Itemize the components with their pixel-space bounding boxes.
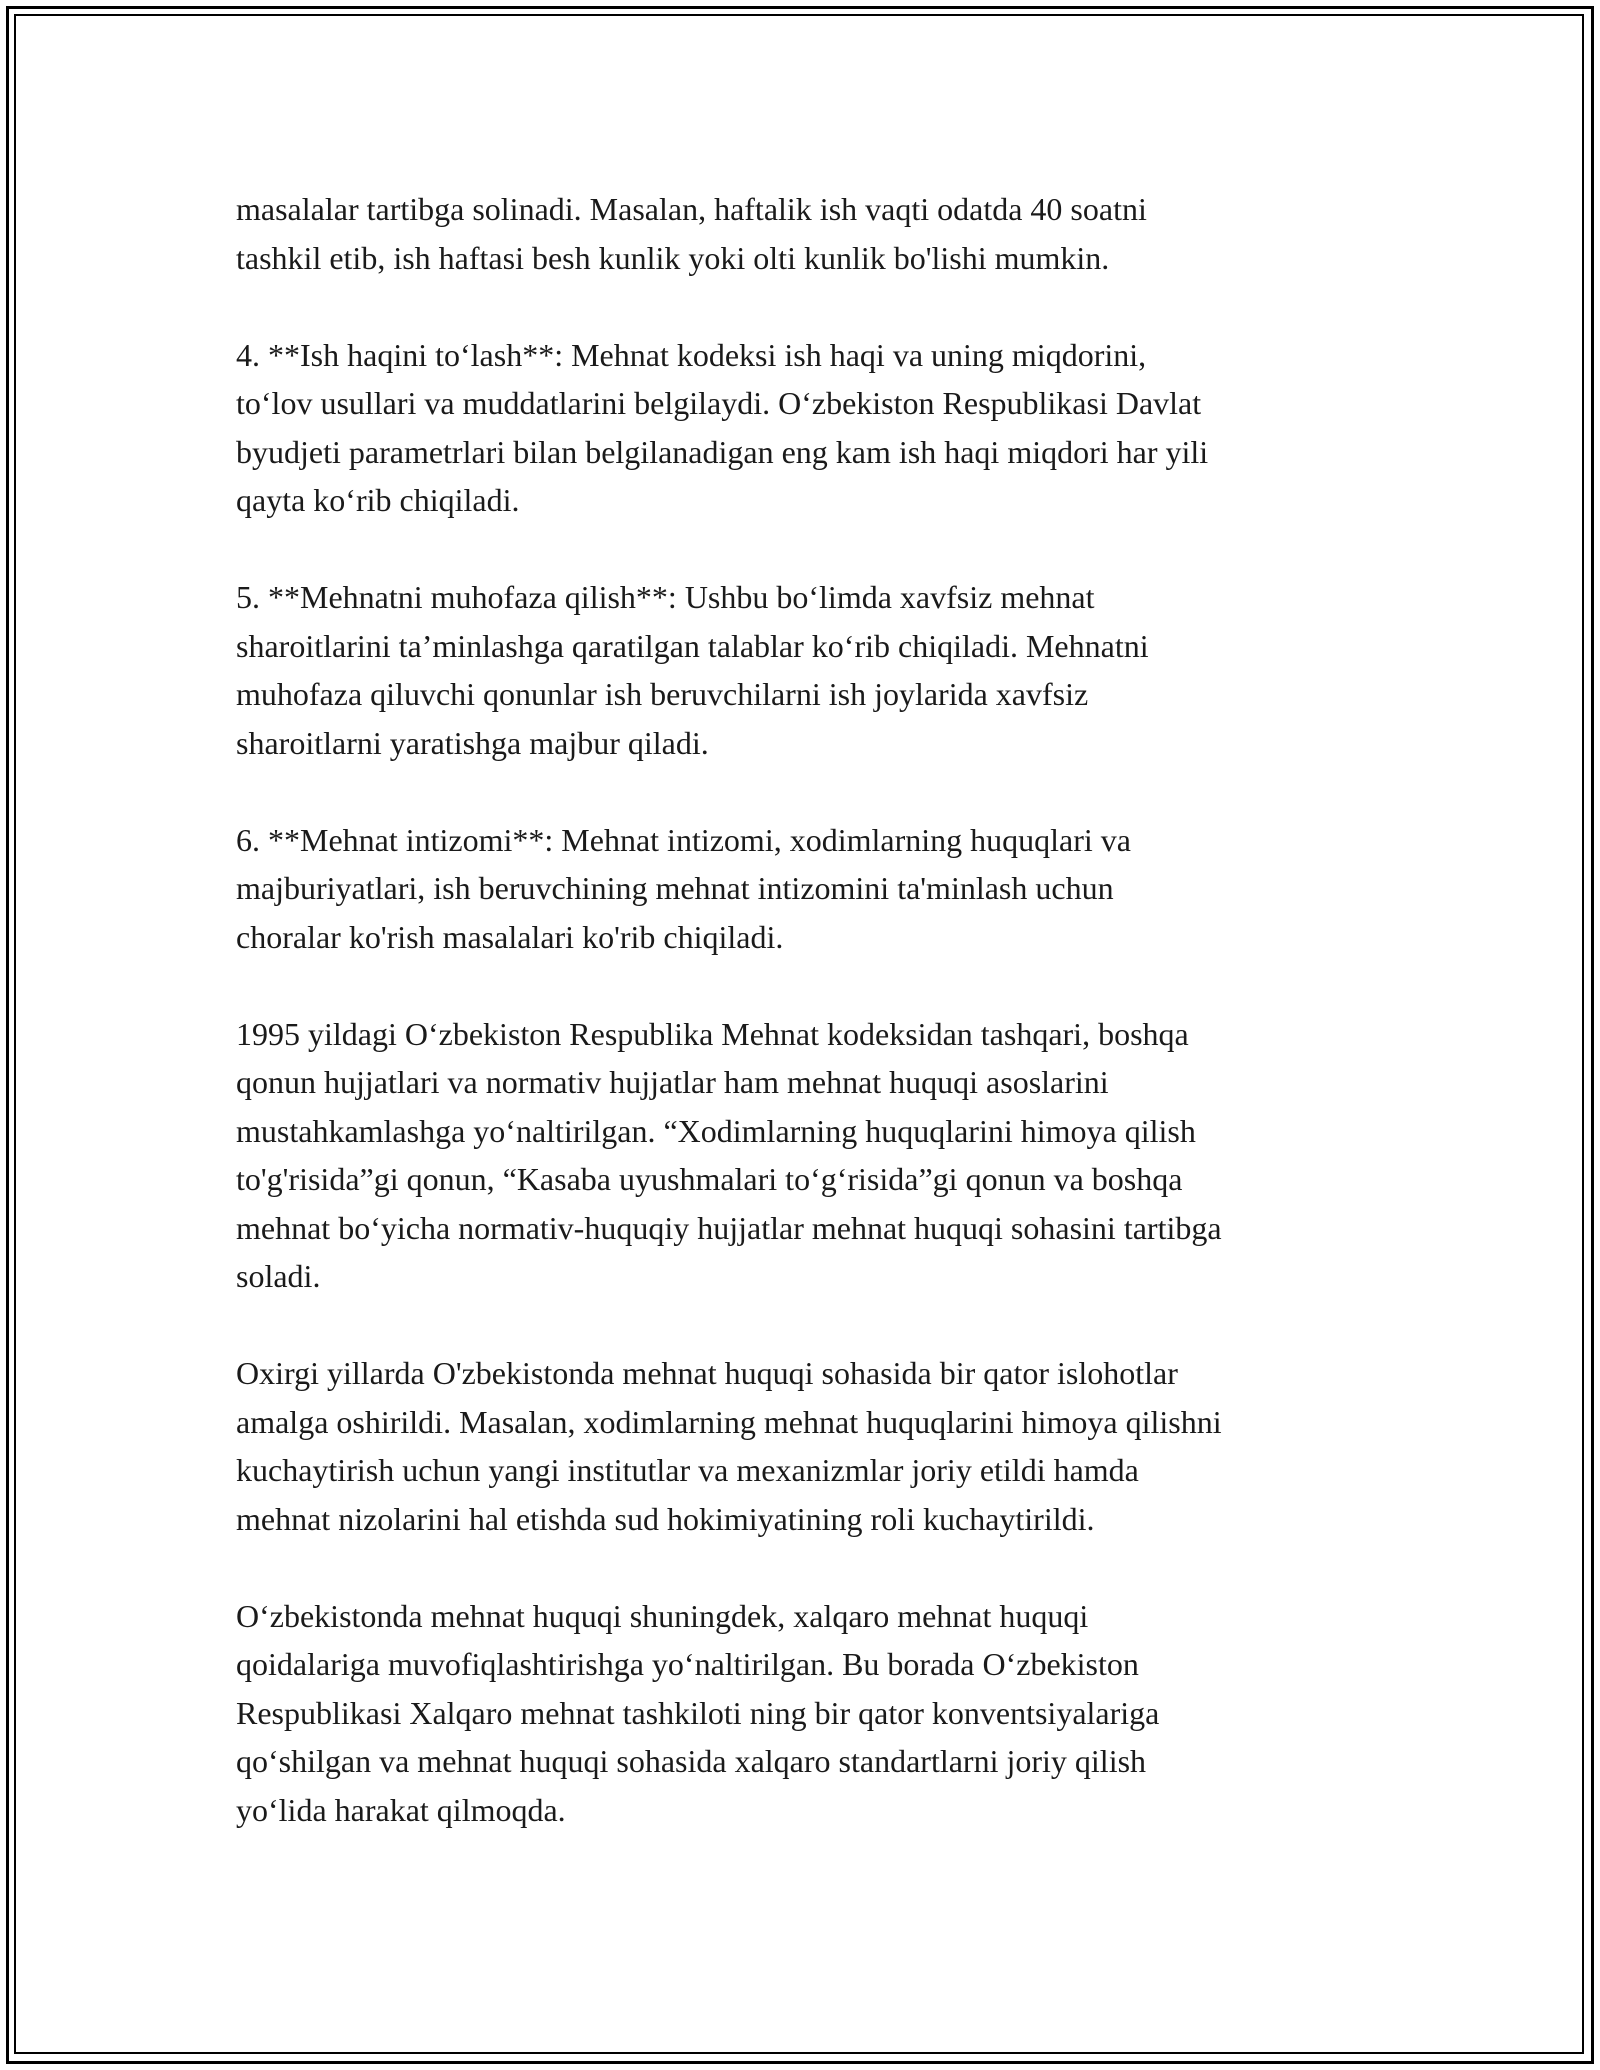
text-line: byudjeti parametrlari bilan belgilanadigan eng kam ish haqi miqdori har yili [236,433,1209,470]
text-line: masalalar tartibga solinadi. Masalan, haftalik ish vaqti odatda 40 soatni [236,191,1147,227]
text-line: Respublikasi Xalqaro mehnat tashkiloti ning bir qator konventsiyalariga [236,1694,1160,1731]
text-line: mehnat nizolarini hal etishda sud hokimiyatining roli kuchaytirildi. [236,1500,1095,1537]
text-line: sharoitlarini ta’minlashga qaratilgan talablar ko‘rib chiqiladi. Mehnatni [236,627,1149,664]
text-line: O‘zbekistonda mehnat huquqi shuningdek, xalqaro mehnat huquqi [236,1597,1089,1634]
text-line: 1995 yildagi O‘zbekiston Respublika Mehnat kodeksidan tashqari, boshqa [236,1015,1189,1052]
paragraph-work-time-continued [236,185,1376,282]
paragraph-recent-reforms [236,1349,1376,1543]
text-line: muhofaza qiluvchi qonunlar ish beruvchilarni ish joylarida xavfsiz [236,676,1089,712]
text-line: qonun hujjatlari va normativ hujjatlar ham mehnat huquqi asoslarini [236,1064,1109,1100]
text-line: mehnat bo‘yicha normativ-huquqiy hujjatlar mehnat huquqi sohasini tartibga [236,1209,1222,1246]
text-line: tashkil etib, ish haftasi besh kunlik yoki olti kunlik bo'lishi mumkin. [236,239,1110,276]
paragraph-labor-discipline [236,816,1376,962]
text-line: qo‘shilgan va mehnat huquqi sohasida xalqaro standartlarni joriy qilish [236,1743,1147,1779]
text-line: soladi. [236,1258,321,1294]
document-body [236,185,1376,1883]
text-line: sharoitlarni yaratishga majbur qiladi. [236,724,709,761]
text-line: mustahkamlashga yo‘naltirilgan. “Xodimlarning huquqlarini himoya qilish [236,1112,1196,1149]
text-line: 6. **Mehnat intizomi**: Mehnat intizomi, xodimlarning huquqlari va [236,821,1131,858]
text-line: to'g'risida”gi qonun, “Kasaba uyushmalari to‘g‘risida”gi qonun va boshqa [236,1161,1183,1197]
text-line: choralar ko'rish masalalari ko'rib chiqiladi. [236,918,784,955]
paragraph-labor-protection [236,573,1376,767]
text-line: qoidalariga muvofiqlashtirishga yo‘naltirilgan. Bu borada O‘zbekiston [236,1646,1139,1682]
text-line: yo‘lida harakat qilmoqda. [236,1791,566,1828]
text-line: Oxirgi yillarda O'zbekistonda mehnat huquqi sohasida bir qator islohotlar [236,1355,1178,1391]
text-line: kuchaytirish uchun yangi institutlar va mexanizmlar joriy etildi hamda [236,1452,1139,1488]
paragraph-other-legislation [236,1010,1376,1301]
text-line: to‘lov usullari va muddatlarini belgilaydi. O‘zbekiston Respublikasi Davlat [236,385,1202,421]
text-line: qayta ko‘rib chiqiladi. [236,482,520,518]
text-line: amalga oshirildi. Masalan, xodimlarning mehnat huquqlarini himoya qilishni [236,1403,1222,1440]
paragraph-international-standards [236,1592,1376,1835]
text-line: 4. **Ish haqini to‘lash**: Mehnat kodeksi ish haqi va uning miqdorini, [236,336,1147,373]
text-line: majburiyatlari, ish beruvchining mehnat intizomini ta'minlash uchun [236,870,1114,906]
paragraph-wage-payment [236,331,1376,525]
text-line: 5. **Mehnatni muhofaza qilish**: Ushbu bo‘limda xavfsiz mehnat [236,579,1095,615]
